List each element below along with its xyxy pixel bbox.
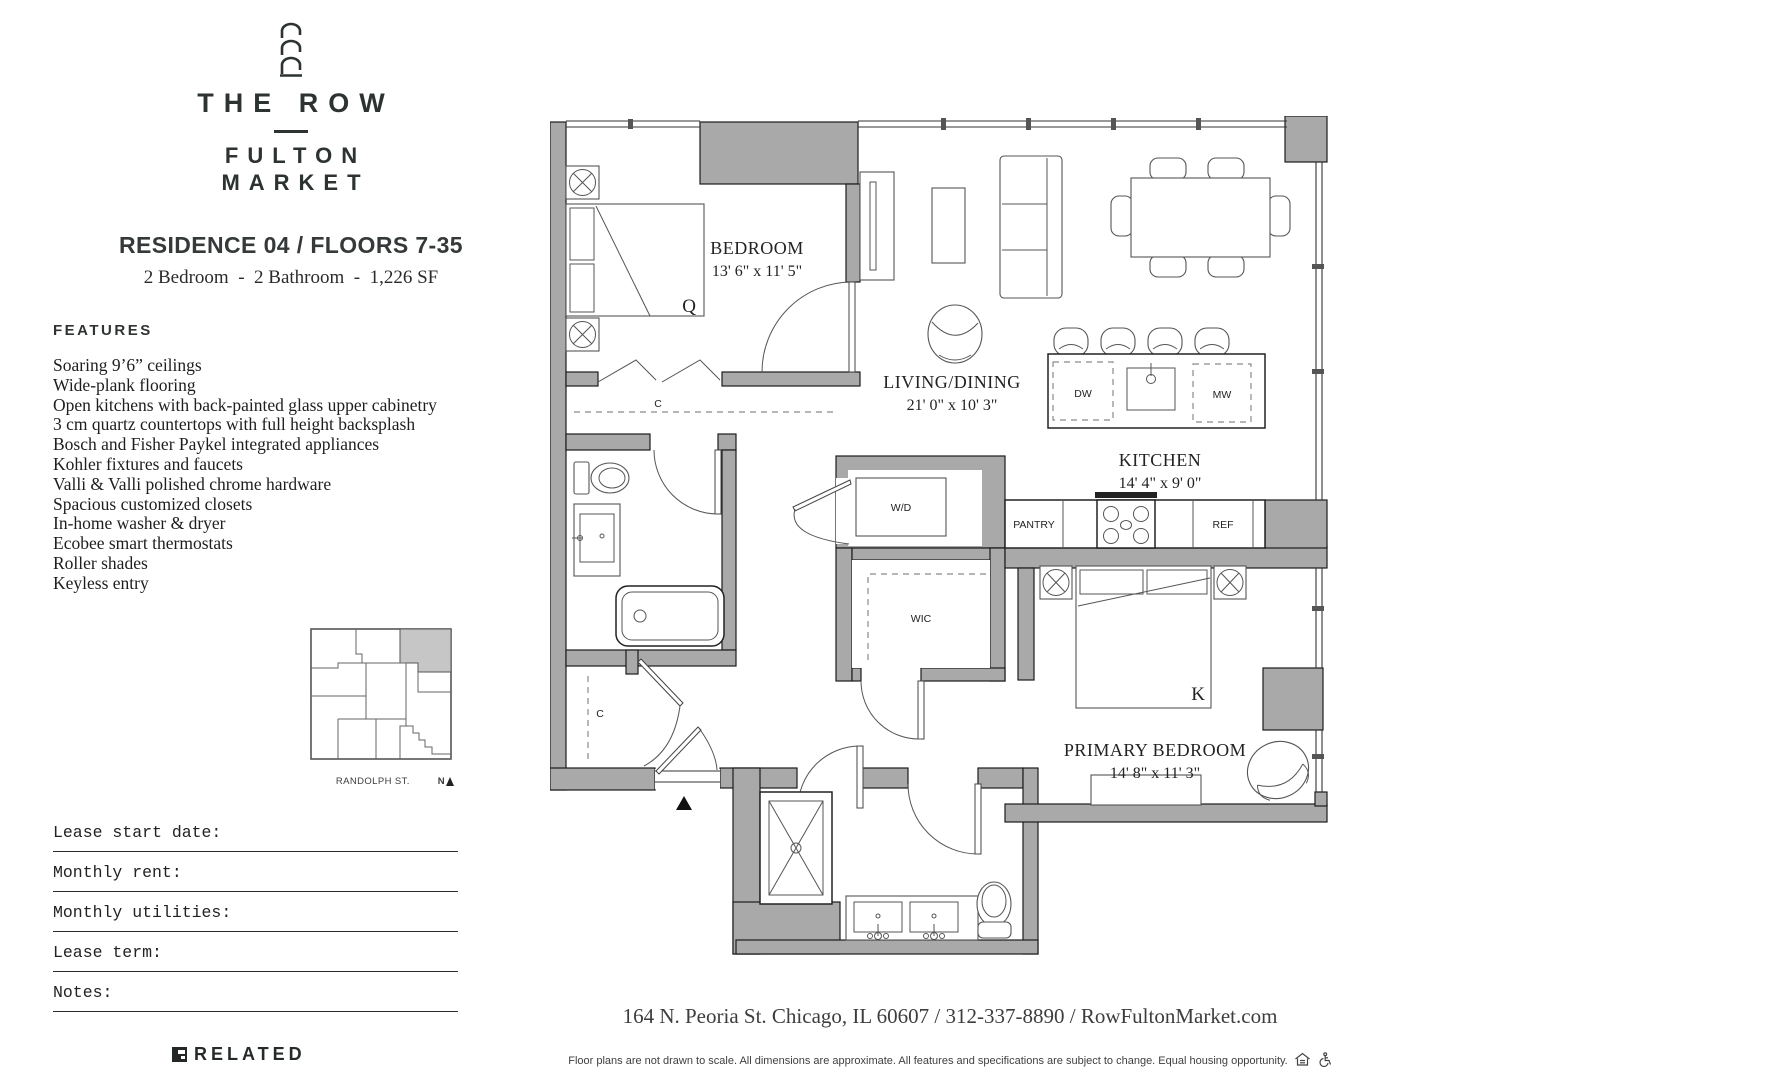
feature-item: Bosch and Fisher Paykel integrated appliances <box>53 434 380 455</box>
island-stool <box>1195 328 1229 356</box>
nightstand-lamp-icon <box>566 166 599 199</box>
wic-door <box>861 681 924 739</box>
entry-marker <box>676 796 692 810</box>
lease-field-monthly-utilities[interactable]: Monthly utilities: <box>53 892 458 932</box>
north-indicator <box>438 776 454 787</box>
feature-item: Spacious customized closets <box>53 493 253 514</box>
kitchen-dims: 14' 4" x 9' 0" <box>1118 475 1202 492</box>
range-cooktop <box>1095 492 1157 548</box>
features-list <box>53 356 523 594</box>
floor-plan <box>550 116 1350 976</box>
living-dining-label: LIVING/DINING <box>883 372 1021 392</box>
brand-name-line3: MARKET <box>221 170 370 195</box>
lease-field-lease-term[interactable]: Lease term: <box>53 932 458 972</box>
feature-item: Keyless entry <box>53 572 149 593</box>
bedroom-dims: 13' 6" x 11' 5" <box>711 263 803 280</box>
wic-label: WIC <box>910 613 932 625</box>
bathroom2-door <box>654 450 721 514</box>
street-label: RANDOLPH ST. <box>335 776 410 787</box>
related-logo-text: RELATED <box>194 1044 306 1064</box>
disclaimer-text: Floor plans are not drawn to scale. All dimensions are approximate. All features and specifications are subject to change. Equal housing opportunity. <box>568 1055 1288 1067</box>
feature-item: Ecobee smart thermostats <box>53 533 233 554</box>
developer-logo <box>172 1044 306 1065</box>
brand-logo <box>60 22 522 196</box>
toilet-icon <box>574 462 629 494</box>
svg-text:MW: MW <box>1212 389 1232 401</box>
kitchen-fixtures <box>1005 328 1265 548</box>
equal-housing-icon <box>1294 1052 1311 1067</box>
features-heading: FEATURES <box>53 322 153 339</box>
lounge-chair <box>928 305 982 363</box>
king-bed-label: K <box>1191 684 1205 705</box>
brand-divider <box>274 130 308 133</box>
accent-chair <box>1238 732 1318 809</box>
north-arrow-icon <box>446 777 454 786</box>
living-dining-dims: 21' 0" x 10' 3" <box>906 397 998 414</box>
bathtub <box>616 586 724 646</box>
washer-dryer <box>856 478 946 536</box>
vanity-sink <box>572 504 620 576</box>
closet-bifold-doors <box>598 360 720 382</box>
bedroom-door <box>762 282 855 372</box>
island-stool <box>1054 328 1088 356</box>
feature-item: Valli & Valli polished chrome hardware <box>53 473 332 494</box>
feature-item: Kohler fixtures and faucets <box>53 453 243 474</box>
island-stool <box>1101 328 1135 356</box>
primary-bedroom-dims: 14' 8" x 11' 3" <box>1109 765 1201 782</box>
toilet-icon <box>977 882 1011 938</box>
primary-bedroom-door <box>908 784 981 854</box>
brand-name: THE ROW <box>197 88 395 118</box>
nightstand-lamp-icon <box>1040 566 1072 599</box>
feature-item: In-home washer & dryer <box>53 513 226 534</box>
refrigerator-label: REF <box>1212 519 1234 531</box>
closet-label: C <box>654 398 662 410</box>
entry-closet-label: C <box>596 708 604 720</box>
kitchen-label: KITCHEN <box>1118 450 1202 470</box>
brand-mark-icon <box>268 22 314 78</box>
key-plan-caption <box>308 776 454 787</box>
feature-item: Soaring 9’6” ceilings <box>53 355 202 375</box>
feature-item: Open kitchens with back-painted glass upper cabinetry <box>53 394 437 415</box>
brand-name-line2: FULTON <box>224 143 367 168</box>
lease-field-notes[interactable]: Notes: <box>53 972 458 1012</box>
lease-form <box>53 812 458 1012</box>
coffee-table <box>932 188 965 263</box>
dining-table-set <box>1111 158 1290 277</box>
svg-text:DW: DW <box>1074 388 1092 400</box>
north-label: N <box>437 776 445 787</box>
nightstand-lamp-icon <box>566 318 599 351</box>
entry-door <box>656 727 717 774</box>
sofa <box>1000 156 1062 298</box>
pantry-label: PANTRY <box>1013 519 1055 531</box>
feature-item: Wide-plank flooring <box>53 374 196 395</box>
media-console <box>860 172 894 280</box>
bedroom-furniture <box>566 166 704 351</box>
residence-title: RESIDENCE 04 / FLOORS 7-35 <box>119 232 463 258</box>
residence-header <box>60 232 522 289</box>
shower <box>760 792 832 904</box>
feature-item: 3 cm quartz countertops with full height backsplash <box>53 414 416 435</box>
queen-bed-label: Q <box>682 296 696 317</box>
primary-bedroom-label: PRIMARY BEDROOM <box>1063 740 1247 760</box>
svg-text:W/D: W/D <box>890 502 912 514</box>
key-plan <box>308 626 454 764</box>
double-vanity <box>846 896 978 940</box>
lease-field-monthly-rent[interactable]: Monthly rent: <box>53 852 458 892</box>
feature-item: Roller shades <box>53 552 148 573</box>
bedroom-label: BEDROOM <box>710 238 804 258</box>
island-stool <box>1148 328 1182 356</box>
residence-subtitle: 2 Bedroom - 2 Bathroom - 1,226 SF <box>143 267 439 288</box>
footer-disclaimer <box>545 1052 1355 1067</box>
bathroom2-fixtures <box>572 462 724 646</box>
lease-field-start-date[interactable]: Lease start date: <box>53 812 458 852</box>
footer-address: 164 N. Peoria St. Chicago, IL 60607 / 312-337-8890 / RowFultonMarket.com <box>622 1004 1278 1028</box>
key-plan-block <box>308 626 454 787</box>
nightstand-lamp-icon <box>1214 566 1246 599</box>
related-logo-icon <box>172 1047 187 1062</box>
accessibility-icon <box>1317 1052 1332 1067</box>
